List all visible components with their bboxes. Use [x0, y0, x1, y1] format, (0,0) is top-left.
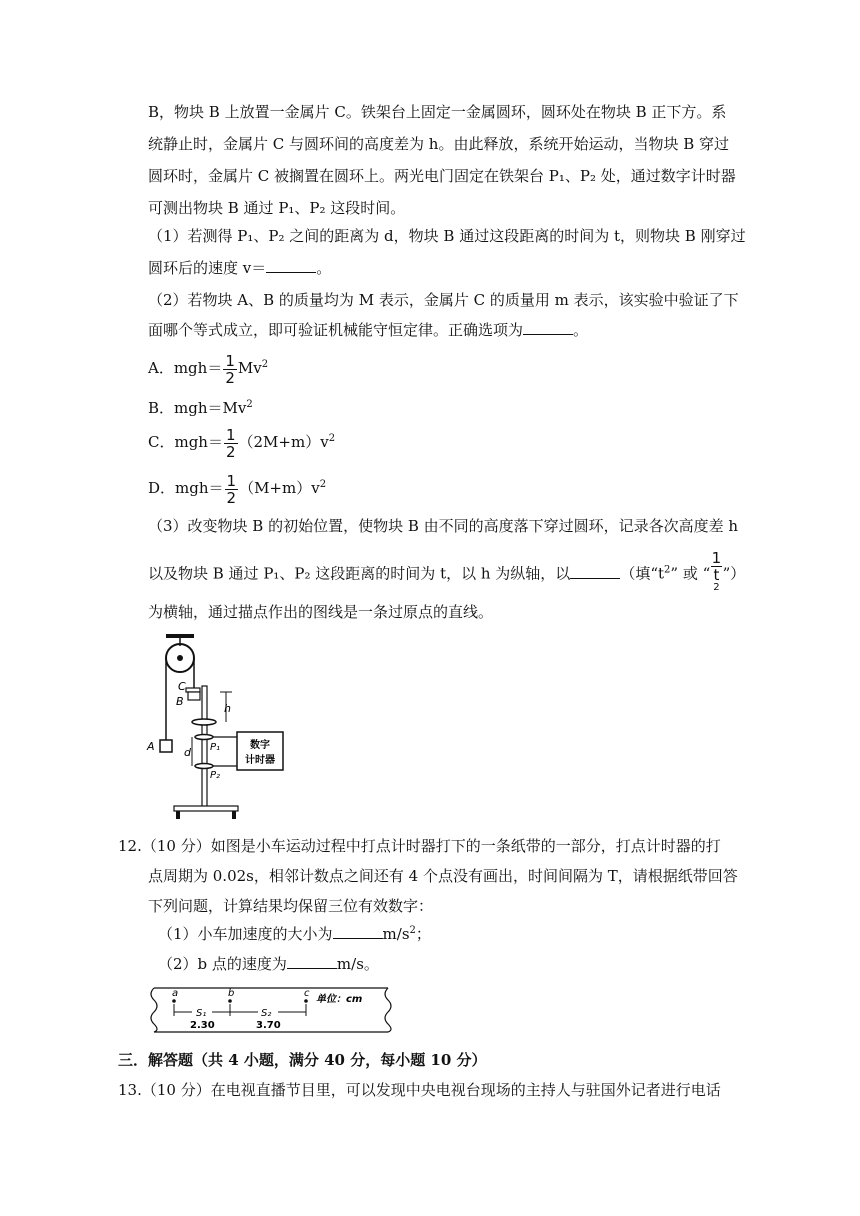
question-3-answer-line: 以及物块 B 通过 P₁、P₂ 这段距离的时间为 t，以 h 为纵轴，以 （填“$t^2$” 或 “ 1 t $^2$ ”）	[148, 550, 745, 599]
label-p1: P₁	[210, 742, 221, 753]
text: 。	[316, 259, 332, 277]
question-12-line: 点周期为 0.02s，相邻计数点之间还有 4 个点没有画出，时间间隔为 T，请根据纸带回答	[148, 867, 738, 885]
value-s1: 2.30	[190, 1020, 215, 1031]
apparatus-figure	[140, 630, 300, 825]
fraction-half: $\frac{1}{2}$	[226, 471, 237, 507]
text-line: 可测出物块 B 通过 P₁、P₂ 这段时间。	[148, 199, 406, 217]
question-12-line: 12.（10 分）如图是小车运动过程中打点计时器打下的一条纸带的一部分，打点计时器的打	[118, 837, 721, 855]
question-12-part-1: （1）小车加速度的大小为 $m/s^2$；	[158, 925, 431, 943]
label-h: h	[224, 702, 231, 715]
timer-label-1: 数字	[250, 740, 270, 751]
label-a: A	[147, 740, 155, 753]
option-b: B．$mgh=Mv^2$	[148, 399, 253, 417]
unit-label: 单位：cm	[316, 994, 363, 1005]
text: m/s	[382, 925, 410, 943]
value-s2: 3.70	[256, 1020, 281, 1031]
answer-blank[interactable]	[523, 320, 573, 335]
option-d: D．mgh＝ $\frac{1}{2}$ $(M+m)v^2$	[148, 471, 327, 507]
text-line: 圆环时，金属片 C 被搁置在圆环上。两光电门固定在铁架台 P₁、P₂ 处，通过数字计时器	[148, 167, 736, 185]
option-a: A．mgh＝ $\frac{1}{2}$ Mv$^2$	[148, 351, 269, 387]
question-12-part-2	[158, 954, 379, 974]
question-1-answer-line	[148, 258, 331, 278]
question-3-line: （3）改变物块 B 的初始位置，使物块 B 由不同的高度落下穿过圆环，记录各次高度差 h	[148, 517, 739, 535]
text: m/s。	[336, 955, 379, 973]
label-p2: P₂	[210, 770, 221, 781]
text-line: 统静止时，金属片 C 与圆环间的高度差为 h。由此释放，系统开始运动，当物块 B 穿过	[148, 135, 730, 153]
option-label: A．mgh＝	[148, 359, 223, 377]
fraction-half: $\frac{1}{2}$	[225, 351, 235, 387]
question-2-line: （2）若物块 A、B 的质量均为 M 表示，金属片 C 的质量用 m 表示，该实验中验证了下	[148, 291, 739, 309]
text: ；	[415, 925, 431, 943]
text: ” 或 “	[670, 564, 711, 583]
question-3-line: 为横轴，通过描点作出的图线是一条过原点的直线。	[148, 603, 494, 621]
text: （2）b 点的速度为	[158, 955, 287, 973]
fraction-one-over-t2: 1 t $^2$	[711, 550, 721, 599]
text: 以及物块 B 通过 P₁、P₂ 这段距离的时间为 t，以 h 为纵轴，以	[148, 564, 571, 583]
answer-blank[interactable]	[570, 564, 620, 579]
label-b: B	[176, 695, 184, 708]
text: （填“t	[620, 564, 665, 583]
label-s1: S₁	[196, 1008, 207, 1019]
option-label: C．mgh＝	[148, 433, 223, 451]
paper-tape-figure	[144, 980, 396, 1040]
option-text: （M+m）v	[239, 479, 320, 497]
label-s2: S₂	[261, 1008, 272, 1019]
label-b: b	[228, 988, 235, 999]
text: 圆环后的速度 v＝	[148, 259, 267, 277]
label-d: d	[184, 746, 191, 759]
fraction-half: $\frac{1}{2}$	[225, 425, 236, 461]
section-heading: 三．解答题（共 4 小题，满分 40 分，每小题 10 分）	[118, 1051, 487, 1069]
label-a: a	[172, 988, 179, 999]
text: 。	[573, 321, 589, 339]
option-text: Mv	[237, 359, 262, 377]
question-1-line: （1）若测得 P₁、P₂ 之间的距离为 d，物块 B 通过这段距离的时间为 t，则物块 B 刚穿过	[148, 227, 746, 245]
answer-blank[interactable]	[287, 954, 337, 969]
option-label: B．mgh＝Mv	[148, 399, 247, 417]
timer-label-2: 计时器	[245, 755, 275, 766]
tape-point-b	[228, 999, 232, 1003]
answer-blank[interactable]	[333, 924, 383, 939]
text-line: B，物块 B 上放置一金属片 C。铁架台上固定一金属圆环，圆环处在物块 B 正下方。系	[148, 103, 727, 121]
option-c: C．mgh＝ $\frac{1}{2}$ $(2M+m)v^2$	[148, 425, 336, 461]
label-c: c	[304, 988, 310, 999]
question-13-line: 13.（10 分）在电视直播节目里，可以发现中央电视台现场的主持人与驻国外记者进行电话	[118, 1081, 721, 1099]
question-2-answer-line	[148, 320, 588, 340]
answer-blank[interactable]	[266, 258, 316, 273]
label-c: C	[178, 680, 186, 693]
text: 面哪个等式成立，即可验证机械能守恒定律。正确选项为	[148, 321, 524, 339]
tape-point-c	[304, 999, 308, 1003]
text: （1）小车加速度的大小为	[158, 925, 333, 943]
option-text: （2M+m）v	[238, 433, 329, 451]
option-label: D．mgh＝	[148, 479, 224, 497]
text: ”）	[722, 564, 746, 583]
question-12-line: 下列问题，计算结果均保留三位有效数字：	[148, 897, 434, 915]
tape-point-a	[172, 999, 176, 1003]
